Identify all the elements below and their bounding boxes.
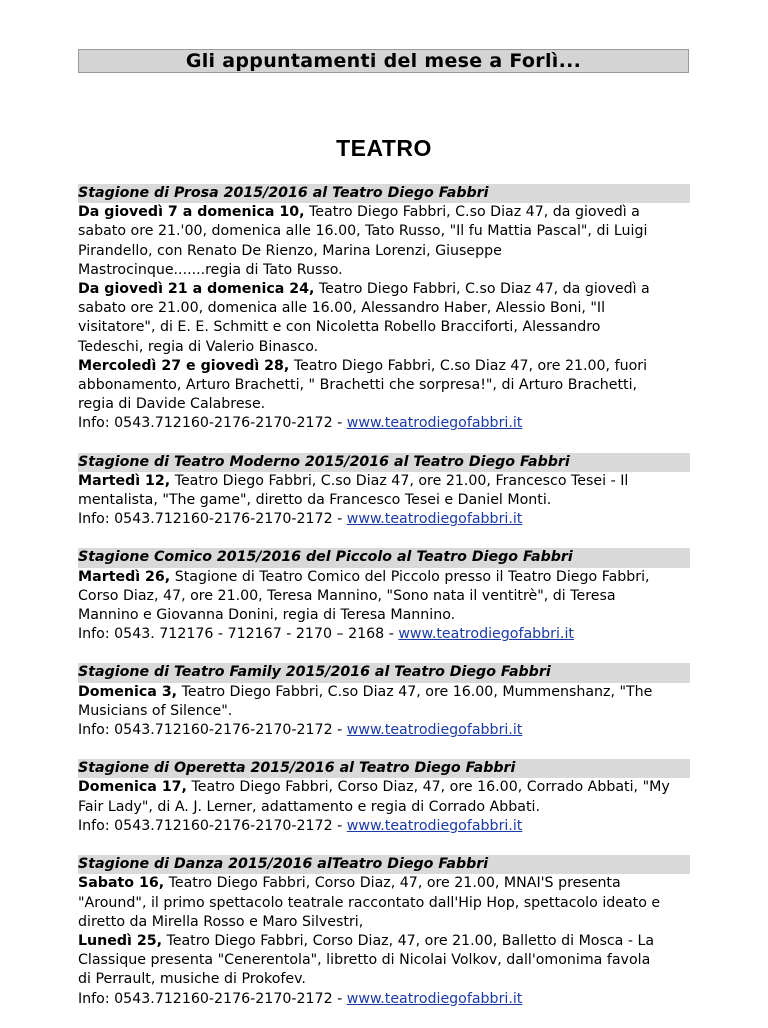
event-date: Da giovedì 7 a domenica 10, (78, 204, 305, 221)
info-line (78, 625, 690, 644)
event-date: Martedì 12, (78, 472, 171, 489)
website-link[interactable]: www.teatrodiegofabbri.it (346, 990, 523, 1007)
event-text: Classique presenta "Cenerentola", libretto di Nicolai Volkov, dall'omonima favola (78, 952, 651, 969)
event-date: Sabato 16, (78, 875, 165, 892)
info-phone: Info: 0543. 712176 - 712167 - 2170 – 2168 - (78, 626, 399, 643)
event-text: "Around", il primo spettacolo teatrale raccontato dall'Hip Hop, spettacolo ideato e (78, 894, 661, 911)
event-text: Teatro Diego Fabbri, C.so Diaz 47, ore 21.00, Francesco Tesei - Il (170, 472, 629, 489)
event-line (78, 798, 690, 817)
website-link[interactable]: www.teatrodiegofabbri.it (346, 415, 523, 432)
season-title: Stagione di Danza 2015/2016 alTeatro Diego Fabbri (78, 855, 690, 874)
event-date: Domenica 17, (78, 779, 187, 796)
section-title: TEATRO (336, 135, 432, 161)
event-line (78, 932, 690, 951)
event-text: Musicians of Silence". (78, 702, 233, 719)
event-date: Lunedì 25, (78, 932, 162, 949)
event-text: Mannino e Giovanna Donini, regia di Teresa Mannino. (78, 607, 456, 624)
website-link[interactable]: www.teatrodiegofabbri.it (346, 817, 523, 834)
event-line (78, 894, 690, 913)
event-date: Martedì 26, (78, 568, 171, 585)
info-phone: Info: 0543.712160-2176-2170-2172 - (78, 990, 347, 1007)
event-line (78, 472, 690, 491)
event-text: visitatore", di E. E. Schmitt e con Nicoletta Robello Bracciforti, Alessandro (78, 319, 601, 336)
event-line (78, 951, 690, 970)
event-line (78, 970, 690, 989)
event-text: Fair Lady", di A. J. Lerner, adattamento e regia di Corrado Abbati. (78, 798, 540, 815)
event-text: Teatro Diego Fabbri, C.so Diaz 47, ore 21.00, fuori (289, 357, 648, 374)
event-text: di Perrault, musiche di Prokofev. (78, 971, 306, 988)
event-line (78, 222, 690, 241)
season-block (78, 548, 690, 644)
page-header-title: Gli appuntamenti del mese a Forlì... (185, 50, 582, 72)
event-text: regia di Davide Calabrese. (78, 396, 266, 413)
info-line (78, 510, 690, 529)
event-date: Mercoledì 27 e giovedì 28, (78, 357, 290, 374)
info-line (78, 817, 690, 836)
event-date: Da giovedì 21 a domenica 24, (78, 281, 315, 298)
season-block (78, 184, 690, 434)
info-line (78, 990, 690, 1009)
event-text: Teatro Diego Fabbri, Corso Diaz, 47, ore 21.00, MNAI'S presenta (164, 875, 621, 892)
event-text: diretto da Mirella Rosso e Maro Silvestri, (78, 913, 364, 930)
info-line (78, 721, 690, 740)
event-line (78, 280, 690, 299)
event-line (78, 357, 690, 376)
event-text: sabato ore 21.00, domenica alle 16.00, Alessandro Haber, Alessio Boni, "Il (78, 300, 606, 317)
season-title: Stagione di Prosa 2015/2016 al Teatro Diego Fabbri (78, 184, 690, 203)
event-date: Domenica 3, (78, 683, 178, 700)
event-line (78, 376, 690, 395)
info-phone: Info: 0543.712160-2176-2170-2172 - (78, 511, 347, 528)
event-text: Teatro Diego Fabbri, Corso Diaz, 47, ore 21.00, Balletto di Mosca - La (161, 932, 655, 949)
page-header (78, 49, 689, 73)
event-line (78, 203, 690, 222)
event-line (78, 242, 690, 261)
website-link[interactable]: www.teatrodiegofabbri.it (346, 722, 523, 739)
event-text: Teatro Diego Fabbri, Corso Diaz, 47, ore 16.00, Corrado Abbati, "My (186, 779, 670, 796)
events-content (78, 184, 690, 1028)
season-block (78, 663, 690, 740)
event-line (78, 702, 690, 721)
event-line (78, 683, 690, 702)
season-title: Stagione di Teatro Family 2015/2016 al Teatro Diego Fabbri (78, 663, 690, 682)
event-text: Teatro Diego Fabbri, C.so Diaz 47, da giovedì a (304, 204, 640, 221)
info-phone: Info: 0543.712160-2176-2170-2172 - (78, 817, 347, 834)
event-line (78, 587, 690, 606)
event-text: Stagione di Teatro Comico del Piccolo presso il Teatro Diego Fabbri, (170, 568, 650, 585)
event-text: Tedeschi, regia di Valerio Binasco. (78, 338, 319, 355)
season-title: Stagione di Operetta 2015/2016 al Teatro Diego Fabbri (78, 759, 690, 778)
event-line (78, 606, 690, 625)
website-link[interactable]: www.teatrodiegofabbri.it (398, 626, 574, 643)
event-text: sabato ore 21.'00, domenica alle 16.00, Tato Russo, "Il fu Mattia Pascal", di Luigi (78, 223, 648, 240)
season-block (78, 453, 690, 530)
event-line (78, 874, 690, 893)
season-block (78, 759, 690, 836)
event-line (78, 261, 690, 280)
website-link[interactable]: www.teatrodiegofabbri.it (346, 511, 523, 528)
event-text: Mastrocinque.......regia di Tato Russo. (78, 261, 343, 278)
event-line (78, 318, 690, 337)
event-line (78, 395, 690, 414)
event-text: Pirandello, con Renato De Rienzo, Marina Lorenzi, Giuseppe (78, 242, 502, 259)
event-line (78, 568, 690, 587)
event-text: Teatro Diego Fabbri, C.so Diaz 47, da giovedì a (314, 281, 650, 298)
event-text: Teatro Diego Fabbri, C.so Diaz 47, ore 16.00, Mummenshanz, "The (177, 683, 653, 700)
event-line (78, 299, 690, 318)
event-text: abbonamento, Arturo Brachetti, " Brachetti che sorpresa!", di Arturo Brachetti, (78, 377, 638, 394)
season-block (78, 855, 690, 1009)
info-phone: Info: 0543.712160-2176-2170-2172 - (78, 722, 347, 739)
event-line (78, 491, 690, 510)
event-text: Corso Diaz, 47, ore 21.00, Teresa Mannino, "Sono nata il ventitrè", di Teresa (78, 587, 616, 604)
event-line (78, 338, 690, 357)
info-phone: Info: 0543.712160-2176-2170-2172 - (78, 415, 347, 432)
info-line (78, 414, 690, 433)
season-title: Stagione di Teatro Moderno 2015/2016 al Teatro Diego Fabbri (78, 453, 690, 472)
event-line (78, 778, 690, 797)
event-text: mentalista, "The game", diretto da Francesco Tesei e Daniel Monti. (78, 492, 552, 509)
season-title: Stagione Comico 2015/2016 del Piccolo al Teatro Diego Fabbri (78, 548, 690, 567)
event-line (78, 913, 690, 932)
